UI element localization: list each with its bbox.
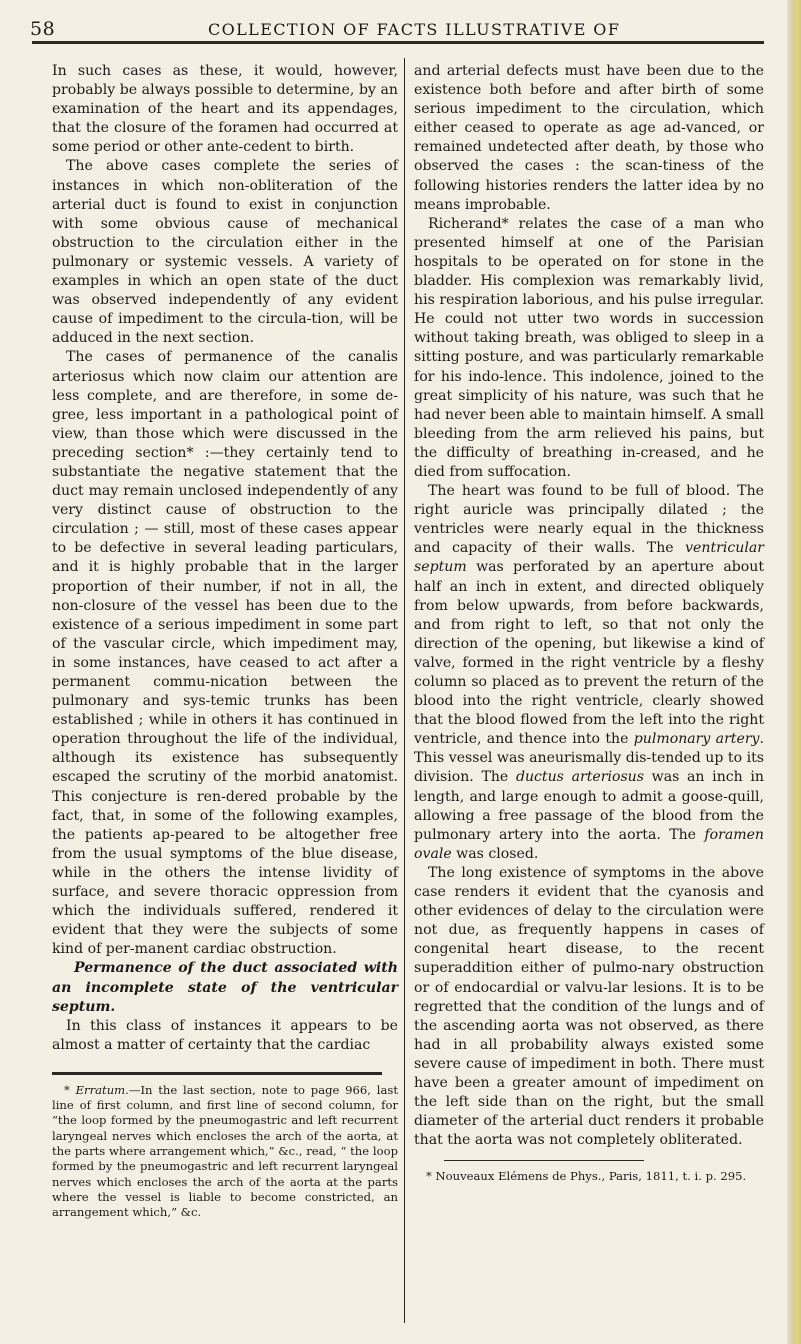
p3-text-b: was perforated by an aperture about half an inch in extent, and directed obliquely from below upwards, from before backwards, and from right to left, so that not only the direction of the opening, but likewise a kind of valve, formed in the right ventricle by a fleshy column so placed as to prevent the return of the blood into the right ventricle, clearly showed that the blood flowed from the left into the right ventricle, and thence into the xyxy=(414,559,764,748)
right-paragraph-2: Richerand* relates the case of a man who presented himself at one of the Parisian hospitals to be operated on for stone in the bladder. His complexion was remarkably livid, his respiration laborious, and his pulse irregular. He could not utter two words in succession without taking breath, was obliged to sleep in a sitting posture, and was particularly remarkable for his indo-lence. This indolence, joined to the great simplicity of his nature, was such that he had never been able to maintain himself. A small bleeding from the arm relieved his pains, but the difficulty of breathing in-creased, and he died from suffocation. xyxy=(414,215,764,480)
header-rule xyxy=(32,41,764,44)
term-pulmonary-artery: pulmonary artery xyxy=(633,731,760,748)
left-column xyxy=(52,62,398,1221)
right-paragraph-1: and arterial defects must have been due to the existence both before and after birth of some serious impediment to the circulation, which either ceased to operate as age ad-vanced, or remained undetected after death, by those who observed the cases : the scan-tiness of the following histories renders the latter idea by no means improbable. xyxy=(414,63,764,213)
page-edge xyxy=(787,0,801,1344)
erratum-body: —In the last section, note to page 966, last line of first column, and first line of second column, for “the loop formed by the pneumogastric and left recurrent laryngeal nerves which encloses the arch of the aorta, at the parts where arrangement which,” &c., read, “ the loop formed by the pneumogastric and left recurrent laryngeal nerves which encloses the arch of the aorta at the parts where the vessel is liable to become constricted, an arrangement which,” &c. xyxy=(52,1082,398,1220)
term-ductus-arteriosus: ductus arteriosus xyxy=(515,769,644,786)
term-ventricular-septum: ventricular septum xyxy=(414,540,764,576)
p3-text-a: The heart was found to be full of blood. The right auricle was principally dilated ; the ventricles were nearly equal in the thickness and capacity of their walls. The xyxy=(414,483,764,557)
page-header xyxy=(30,14,770,42)
left-paragraph-2: The above cases complete the series of instances in which non-obliteration of the arterial duct is found to exist in conjunction with some obvious cause of mechanical obstruction to the circulation either in the pulmonary or systemic vessels. A variety of examples in which an open state of the duct was observed independently of any evident cause of impediment to the circula-tion, will be adduced in the next section. xyxy=(52,158,398,347)
left-paragraph-4: In this class of instances it appears to be almost a matter of certainty that the cardiac xyxy=(52,1017,398,1053)
column-divider xyxy=(404,58,405,1323)
footnote-rule-right xyxy=(444,1160,644,1161)
p3-text-e: was closed. xyxy=(451,845,539,862)
left-paragraph-3: The cases of permanence of the canalis arteriosus which now claim our attention are less complete, and are therefore, in some de-gree, less important in a pathological point of view, than those which were discussed in the preceding section* :—they certainly tend to substantiate the negative statement that the duct may remain unclosed independently of any very distinct cause of obstruction to the circulation ; — still, most of these cases appear to be defective in several leading particulars, and it is highly probable that in the larger proportion of their number, if not in all, the non-closure of the vessel has been due to the existence of a serious impediment in some part of the vascular circle, which impediment may, in some instances, have ceased to act after a permanent commu-nication between the pulmonary and sys-temic trunks has been established ; while in others it has continued in operation throughout the life of the individual, although its existence has subsequently escaped the scrutiny of the morbid anatomist. This conjecture is ren-dered probable by the fact, that, in some of the following examples, the patients ap-peared to be altogether free from the usual symptoms of the blue disease, while in the others the intense lividity of surface, and severe thoracic oppression from which the individuals suffered, rendered it evident that they were the subjects of some kind of per-manent cardiac obstruction. xyxy=(52,349,398,958)
footnote-rule xyxy=(52,1072,382,1075)
right-paragraph-4: The long existence of symptoms in the above case renders it evident that the cyanosis and other evidences of delay to the circulation were not due, as frequently happens in cases of congenital heart disease, to the recent superaddition either of pulmo-nary obstruction or of endocardial or valvu-lar lesions. It is to be regretted that the condition of the lungs and of the ascending aorta was not observed, as there had in all probability always existed some severe cause of impediment in both. There must have been a greater amount of impediment on the left side than on the right, but the small diameter of the arterial duct renders it probable that the aorta was not completely obliterated. xyxy=(414,864,764,1149)
p3-text-c: . This vessel was aneurismally dis-tended up to its division. The xyxy=(414,731,764,786)
running-head: COLLECTION OF FACTS ILLUSTRATIVE OF xyxy=(208,20,621,39)
section-heading-text: Permanence of the duct associated with an incomplete state of the ventricular septum. xyxy=(52,960,398,1015)
page-number: 58 xyxy=(30,18,56,40)
right-column xyxy=(414,62,764,1185)
erratum-label: * Erratum. xyxy=(64,1082,129,1097)
p3-text-d: was an inch in length, and large enough to admit a goose-quill, allowing a free passage of the blood from the pulmonary artery into the aorta. The xyxy=(414,769,764,843)
right-paragraph-3 xyxy=(414,482,764,864)
term-foramen-ovale: foramen ovale xyxy=(414,826,764,862)
erratum-footnote xyxy=(52,1083,398,1221)
section-heading xyxy=(52,959,398,1016)
left-paragraph-1: In such cases as these, it would, however, probably be always possible to determine, by an examination of the heart and its appendages, that the closure of the foramen had occurred at some period or other ante-cedent to birth. xyxy=(52,63,398,156)
richerand-footnote: * Nouveaux Elémens de Phys., Paris, 1811, t. i. p. 295. xyxy=(426,1169,747,1184)
